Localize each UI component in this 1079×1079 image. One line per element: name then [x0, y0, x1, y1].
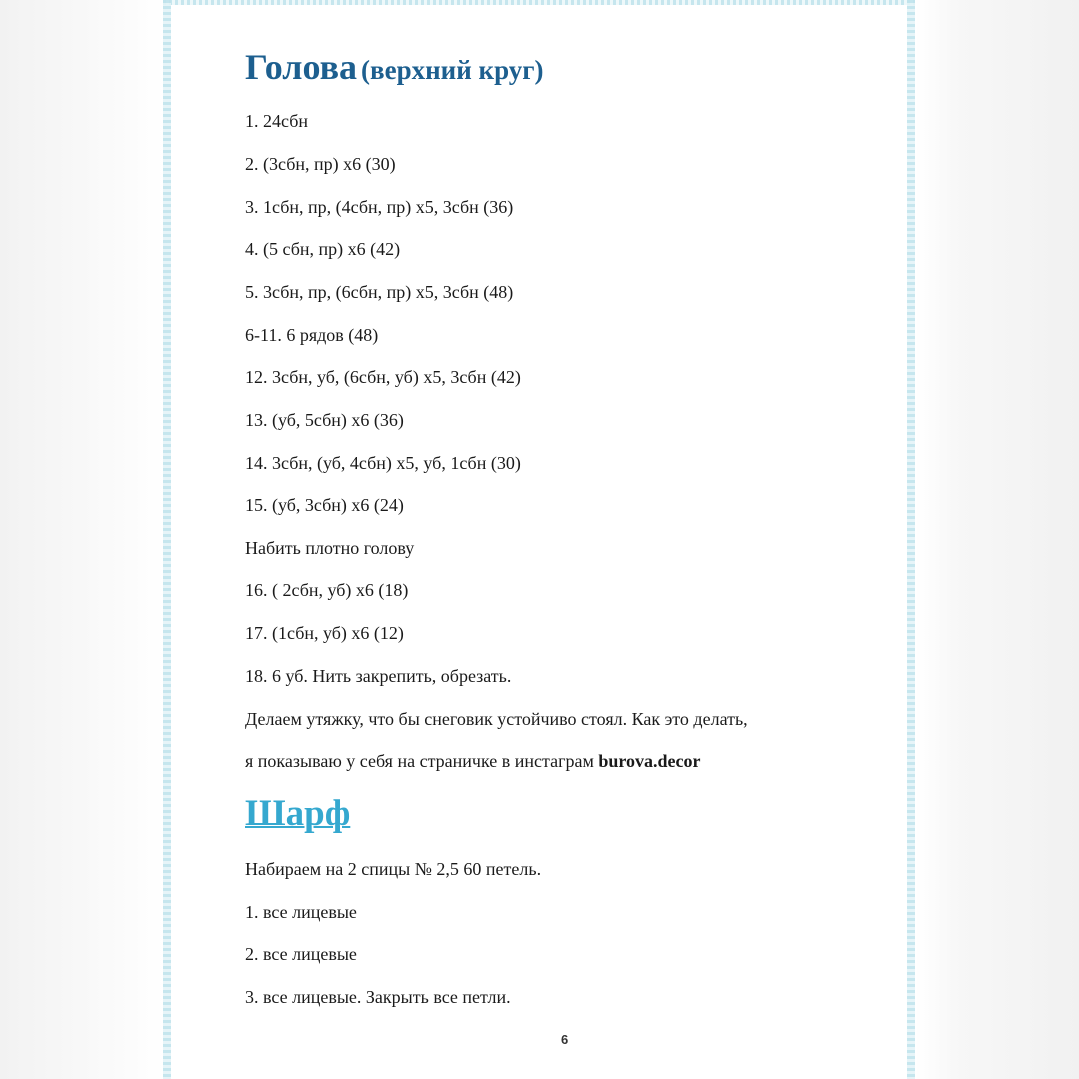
page-border-left	[163, 0, 171, 1079]
head-row-13: 13. (уб, 5сбн) х6 (36)	[245, 410, 404, 430]
head-row-2: 2. (3сбн, пр) х6 (30)	[245, 154, 396, 174]
head-stuffing-note: Набить плотно голову	[245, 538, 415, 558]
head-title-main: Голова	[245, 47, 358, 87]
head-row-16: 16. ( 2сбн, уб) х6 (18)	[245, 580, 409, 600]
head-row-14: 14. 3сбн, (уб, 4сбн) х5, уб, 1сбн (30)	[245, 453, 521, 473]
scarf-row-1: 1. все лицевые	[245, 902, 357, 922]
page-border-right	[907, 0, 915, 1079]
head-row-3: 3. 1сбн, пр, (4сбн, пр) х5, 3сбн (36)	[245, 197, 514, 217]
head-row-17: 17. (1сбн, уб) х6 (12)	[245, 623, 404, 643]
head-note-line-2	[245, 750, 701, 772]
instagram-handle: burova.decor	[598, 751, 701, 771]
document-page	[163, 0, 915, 1079]
scarf-row-3: 3. все лицевые. Закрыть все петли.	[245, 987, 511, 1007]
head-note-text: я показываю у себя на страничке в инстаграм	[245, 751, 594, 771]
head-row-1: 1. 24сбн	[245, 111, 308, 131]
head-row-15: 15. (уб, 3сбн) х6 (24)	[245, 495, 404, 515]
head-row-4: 4. (5 сбн, пр) х6 (42)	[245, 239, 401, 259]
head-section-title	[245, 46, 543, 88]
page-border-top	[163, 0, 915, 5]
head-row-6-11: 6-11. 6 рядов (48)	[245, 325, 379, 345]
head-title-sub: (верхний круг)	[361, 55, 544, 85]
scarf-section-title: Шарф	[245, 793, 351, 834]
page-number: 6	[561, 1032, 569, 1047]
head-row-5: 5. 3сбн, пр, (6сбн, пр) х5, 3сбн (48)	[245, 282, 514, 302]
scarf-row-2: 2. все лицевые	[245, 944, 357, 964]
head-row-18: 18. 6 уб. Нить закрепить, обрезать.	[245, 666, 512, 686]
head-row-12: 12. 3сбн, уб, (6сбн, уб) х5, 3сбн (42)	[245, 367, 521, 387]
scarf-row-cast-on: Набираем на 2 спицы № 2,5 60 петель.	[245, 859, 542, 879]
head-note-line-1: Делаем утяжку, что бы снеговик устойчиво стоял. Как это делать,	[245, 709, 748, 729]
